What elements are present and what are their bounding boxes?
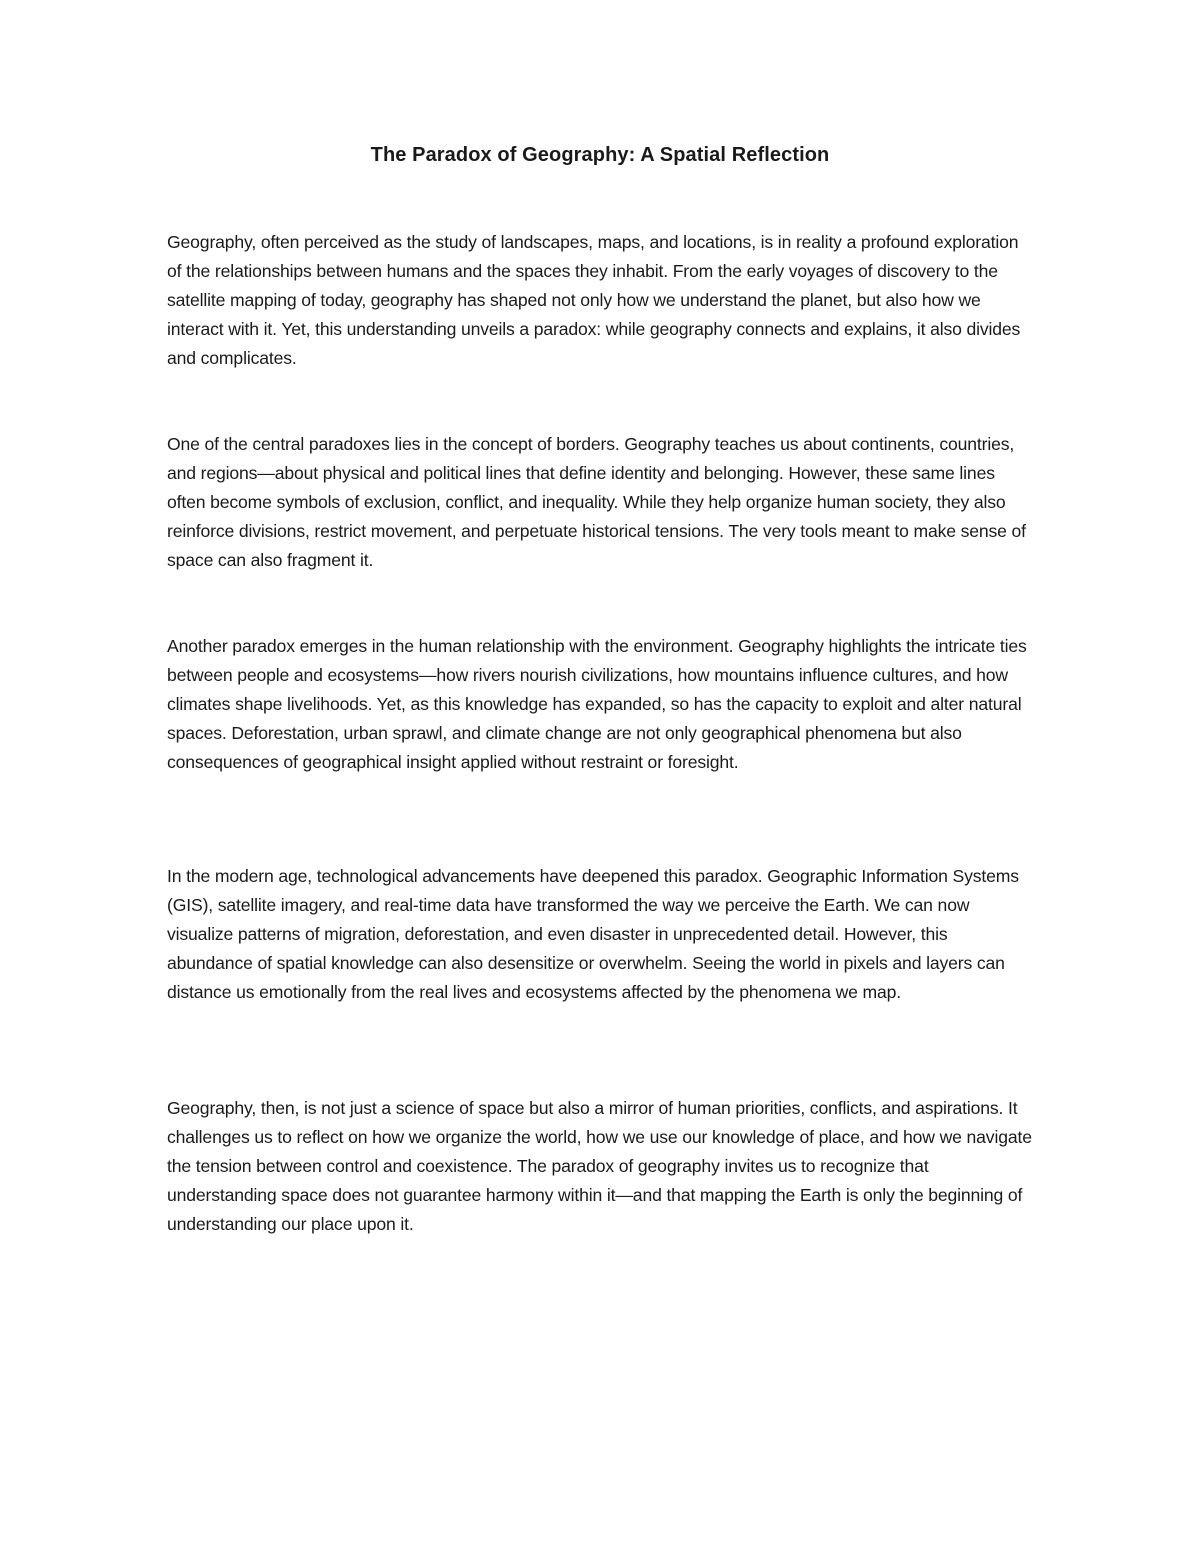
paragraph-intro: Geography, often perceived as the study of landscapes, maps, and locations, is in reality a profound exploration of the relationships between humans and the spaces they inhabit. From the early voyages of discovery to the satellite mapping of today, geography has shaped not only how we understand the planet, but also how we interact with it. Yet, this understanding unveils a paradox: while geography connects and explains, it also divides and complicates.	[167, 232, 1021, 368]
paragraph-borders: One of the central paradoxes lies in the concept of borders. Geography teaches us about continents, countries, and regions—about physical and political lines that define identity and belonging. However, these same lines often become symbols of exclusion, conflict, and inequality. While they help organize human society, they also reinforce divisions, restrict movement, and perpetuate historical tensions. The very tools meant to make sense of space can also fragment it.	[167, 434, 1026, 570]
document-title: The Paradox of Geography: A Spatial Reflection	[370, 144, 830, 166]
paragraph-technology: In the modern age, technological advancements have deepened this paradox. Geographic Information Systems (GIS), satellite imagery, and real-time data have transformed the way we perceive the Earth. We can now visualize patterns of migration, deforestation, and even disaster in unprecedented detail. However, this abundance of spatial knowledge can also desensitize or overwhelm. Seeing the world in pixels and layers can distance us emotionally from the real lives and ecosystems affected by the phenomena we map.	[167, 866, 1019, 1002]
paragraph-environment: Another paradox emerges in the human relationship with the environment. Geography highlights the intricate ties between people and ecosystems—how rivers nourish civilizations, how mountains influence cultures, and how climates shape livelihoods. Yet, as this knowledge has expanded, so has the capacity to exploit and alter natural spaces. Deforestation, urban sprawl, and climate change are not only geographical phenomena but also consequences of geographical insight applied without restraint or foresight.	[167, 636, 1027, 772]
paragraph-conclusion: Geography, then, is not just a science of space but also a mirror of human priorities, conflicts, and aspirations. It challenges us to reflect on how we organize the world, how we use our knowledge of place, and how we navigate the tension between control and coexistence. The paradox of geography invites us to recognize that understanding space does not guarantee harmony within it—and that mapping the Earth is only the beginning of understanding our place upon it.	[167, 1098, 1032, 1234]
